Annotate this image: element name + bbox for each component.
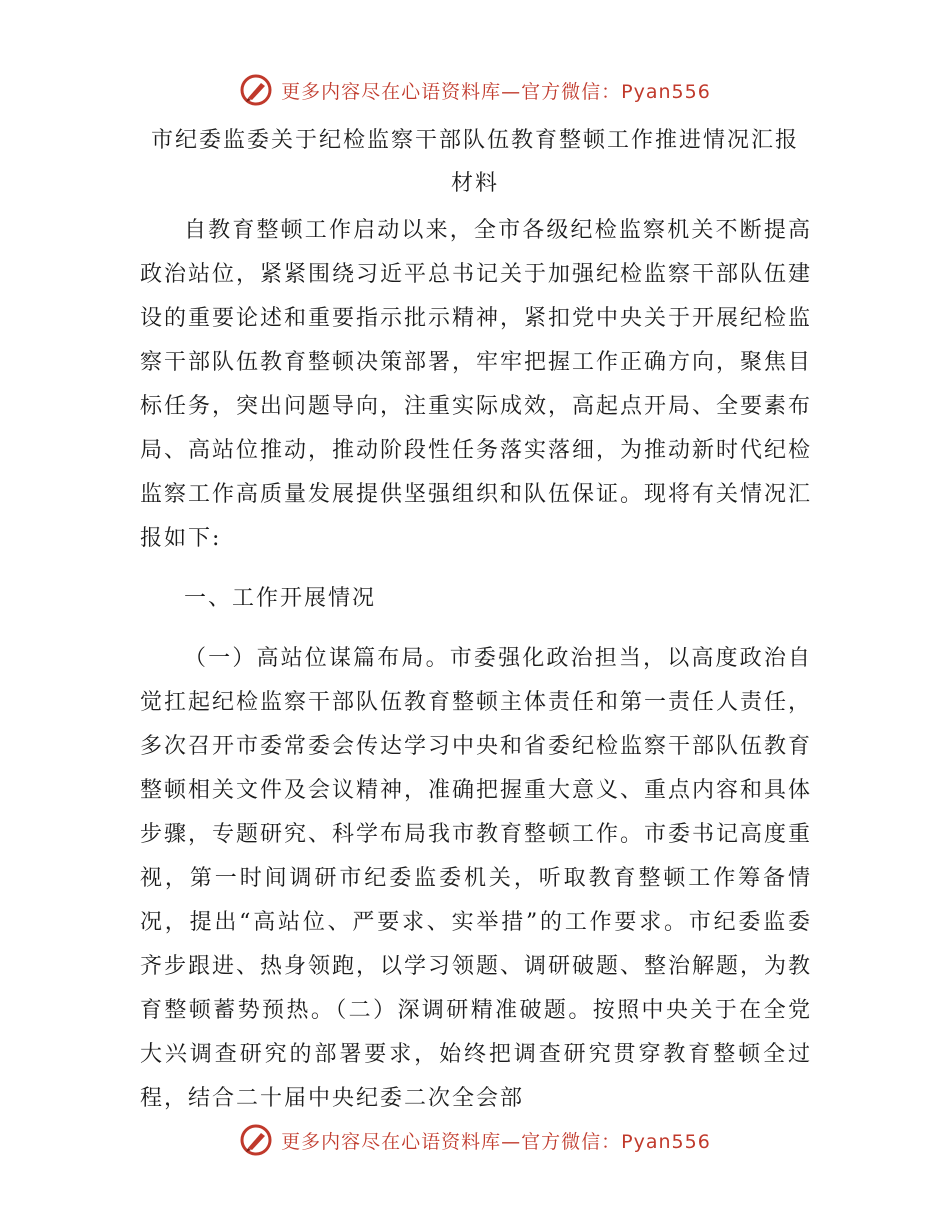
document-body xyxy=(140,209,812,1121)
banner-text: 更多内容尽在心语资料库—官方微信：Pyan556 xyxy=(281,1130,711,1153)
pen-logo-icon xyxy=(239,73,273,107)
header-watermark-banner xyxy=(0,70,950,110)
banner-text: 更多内容尽在心语资料库—官方微信：Pyan556 xyxy=(281,80,711,103)
document-title: 市纪委监委关于纪检监察干部队伍教育整顿工作推进情况汇报 xyxy=(150,128,799,153)
footer-watermark-banner xyxy=(0,1120,950,1160)
intro-paragraph: 自教育整顿工作启动以来，全市各级纪检监察机关不断提高政治站位，紧紧围绕习近平总书记关于加强纪检监察干部队伍建设的重要论述和重要指示批示精神，紧扣党中央关于开展纪检监察干部队伍教育整顿决策部署，牢牢把握工作正确方向，聚焦目标任务，突出问题导向，注重实际成效，高起点开局、全要素布局、高站位推动，推动阶段性任务落实落细，为推动新时代纪检监察工作高质量发展提供坚强组织和队伍保证。现将有关情况汇报如下: xyxy=(140,218,813,551)
body-paragraph: （一）高站位谋篇布局。市委强化政治担当，以高度政治自觉扛起纪检监察干部队伍教育整顿主体责任和第一责任人责任，多次召开市委常委会传达学习中央和省委纪检监察干部队伍教育整顿相关文件及会议精神，准确把握重大意义、重点内容和具体步骤，专题研究、科学布局我市教育整顿工作。市委书记高度重视，第一时间调研市纪委监委机关，听取教育整顿工作筹备情况，提出“高站位、严要求、实举措”的工作要求。市纪委监委齐步跟进、热身领跑，以学习领题、调研破题、整治解题，为教育整顿蓄势预热。（二）深调研精准破题。按照中央关于在全党大兴调查研究的部署要求，始终把调查研究贯穿教育整顿全过程，结合二十届中央纪委二次全会部 xyxy=(140,646,813,1111)
pen-logo-icon xyxy=(239,1123,273,1157)
document-title-continuation: 材料 xyxy=(450,171,499,196)
section-heading: 一、工作开展情况 xyxy=(184,586,377,611)
